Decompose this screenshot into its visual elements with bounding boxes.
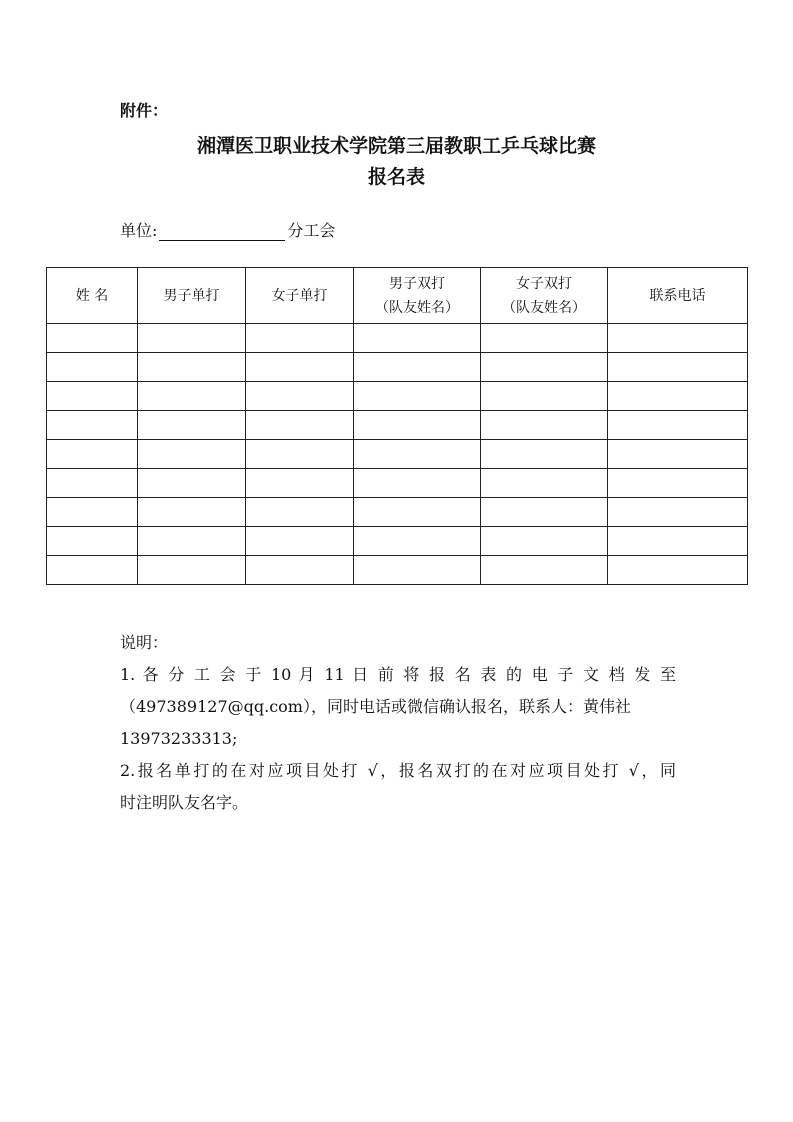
table-cell[interactable] (47, 498, 138, 527)
table-cell[interactable] (608, 440, 748, 469)
table-cell[interactable] (246, 527, 354, 556)
table-cell[interactable] (354, 324, 481, 353)
table-cell[interactable] (481, 324, 608, 353)
table-cell[interactable] (138, 382, 246, 411)
registration-table (46, 267, 748, 585)
table-cell[interactable] (138, 556, 246, 585)
table-row (47, 411, 748, 440)
unit-label: 单位: (120, 221, 158, 240)
table-cell[interactable] (481, 498, 608, 527)
table-row (47, 440, 748, 469)
table-cell[interactable] (47, 469, 138, 498)
table-cell[interactable] (354, 353, 481, 382)
notes-item-1-phone: 13973233313; (120, 729, 238, 748)
table-cell[interactable] (608, 411, 748, 440)
table-cell[interactable] (47, 556, 138, 585)
table-header-row (47, 268, 748, 324)
table-cell[interactable] (246, 411, 354, 440)
form-title: 湘潭医卫职业技术学院第三届教职工乒乓球比赛 (196, 135, 596, 157)
col-header-womens-doubles: 女子双打 （队友姓名） (481, 268, 608, 324)
table-cell[interactable] (481, 556, 608, 585)
table-cell[interactable] (246, 324, 354, 353)
unit-line (120, 218, 335, 241)
attachment-label: 附件： (120, 101, 169, 120)
table-cell[interactable] (354, 498, 481, 527)
table-cell[interactable] (481, 527, 608, 556)
table-cell[interactable] (47, 411, 138, 440)
col-header-name: 姓 名 (47, 268, 138, 324)
table-cell[interactable] (608, 556, 748, 585)
table-cell[interactable] (608, 498, 748, 527)
table-cell[interactable] (47, 353, 138, 382)
col-header-mens-doubles: 男子双打 （队友姓名） (354, 268, 481, 324)
table-row (47, 527, 748, 556)
table-row (47, 469, 748, 498)
table-cell[interactable] (354, 382, 481, 411)
table-cell[interactable] (47, 440, 138, 469)
table-cell[interactable] (481, 411, 608, 440)
table-cell[interactable] (246, 556, 354, 585)
table-cell[interactable] (608, 353, 748, 382)
table-cell[interactable] (246, 498, 354, 527)
col-header-phone: 联系电话 (608, 268, 748, 324)
table-cell[interactable] (246, 440, 354, 469)
notes-item-1: 1. 各 分 工 会 于 10 月 11 日 前 将 报 名 表 的 电 子 文 档 发 至 (120, 665, 676, 684)
notes-item-2-cont: 时注明队友名字。 (120, 793, 249, 812)
table-cell[interactable] (246, 353, 354, 382)
unit-suffix: 分工会 (287, 221, 336, 240)
table-cell[interactable] (47, 527, 138, 556)
table-cell[interactable] (138, 469, 246, 498)
table-cell[interactable] (608, 382, 748, 411)
table-row (47, 382, 748, 411)
table-cell[interactable] (138, 411, 246, 440)
table-row (47, 353, 748, 382)
table-cell[interactable] (246, 469, 354, 498)
table-cell[interactable] (47, 324, 138, 353)
notes-item-1-cont: （497389127@qq.com），同时电话或微信确认报名，联系人：黄伟社 (120, 697, 631, 716)
table-cell[interactable] (354, 556, 481, 585)
table-cell[interactable] (608, 324, 748, 353)
table-row (47, 498, 748, 527)
table-cell[interactable] (354, 440, 481, 469)
table-cell[interactable] (354, 411, 481, 440)
table-cell[interactable] (354, 527, 481, 556)
form-subtitle: 报名表 (367, 166, 425, 188)
notes-section (120, 627, 676, 819)
table-cell[interactable] (138, 353, 246, 382)
table-cell[interactable] (138, 527, 246, 556)
table-cell[interactable] (481, 382, 608, 411)
table-cell[interactable] (481, 440, 608, 469)
table-row (47, 556, 748, 585)
table-cell[interactable] (138, 324, 246, 353)
table-cell[interactable] (246, 382, 354, 411)
table-cell[interactable] (138, 498, 246, 527)
col-header-mens-singles: 男子单打 (138, 268, 246, 324)
table-cell[interactable] (138, 440, 246, 469)
table-cell[interactable] (354, 469, 481, 498)
table-cell[interactable] (481, 469, 608, 498)
unit-blank-field[interactable] (159, 222, 285, 241)
table-cell[interactable] (481, 353, 608, 382)
table-cell[interactable] (608, 527, 748, 556)
table-cell[interactable] (47, 382, 138, 411)
table-row (47, 324, 748, 353)
col-header-womens-singles: 女子单打 (246, 268, 354, 324)
table-cell[interactable] (608, 469, 748, 498)
notes-item-2: 2.报名单打的在对应项目处打 √，报名双打的在对应项目处打 √，同 (120, 761, 676, 780)
notes-heading: 说明： (120, 633, 169, 652)
